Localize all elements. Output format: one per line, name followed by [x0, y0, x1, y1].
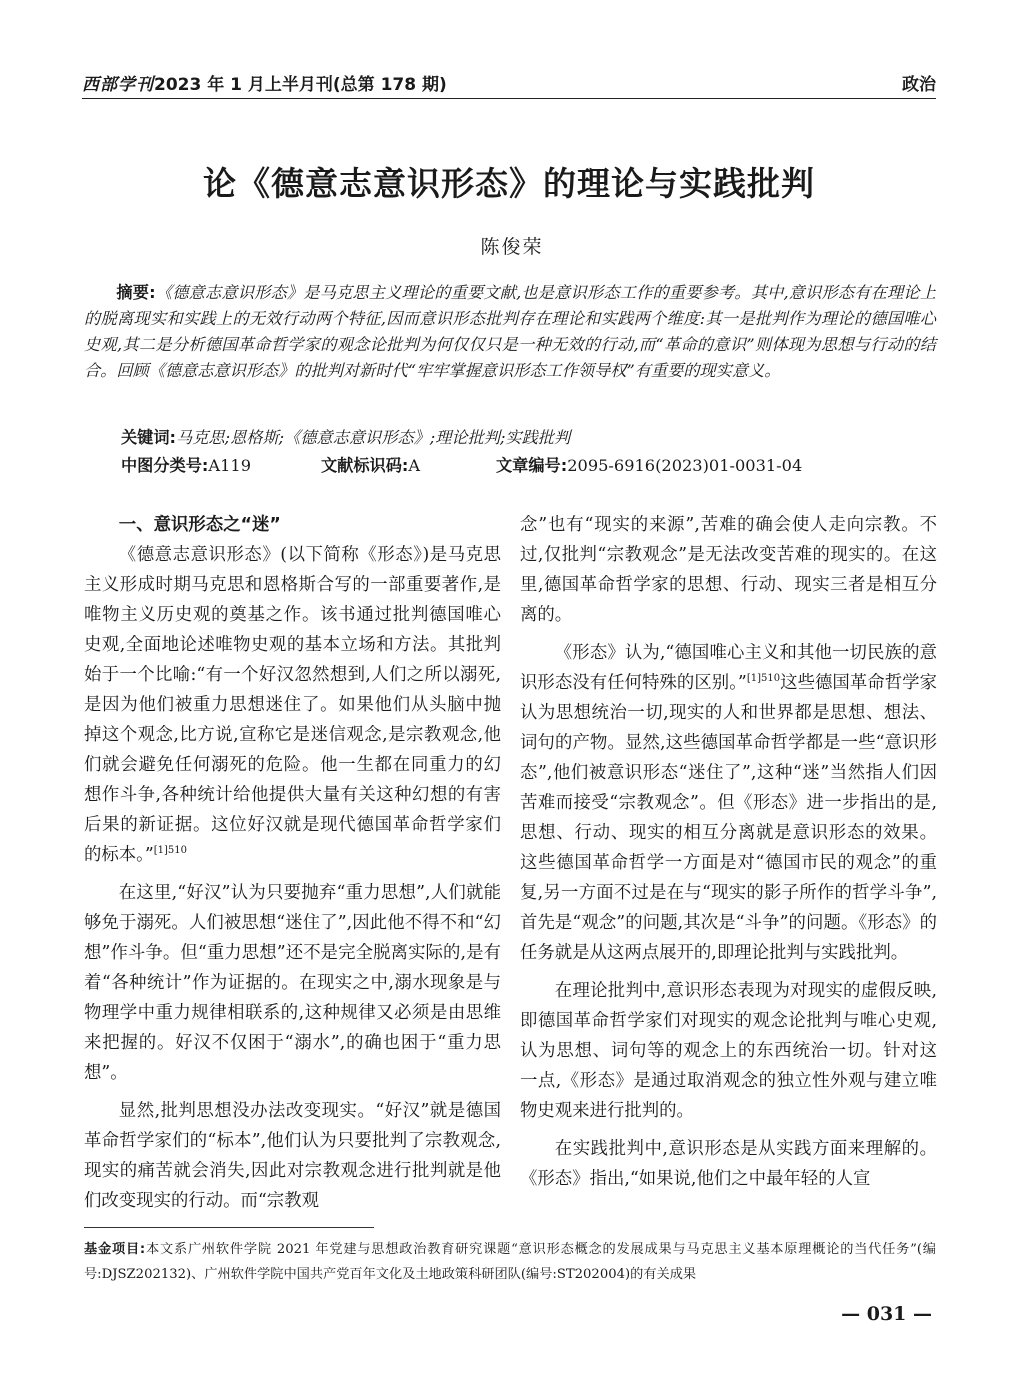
- author-name: 陈俊荣: [480, 236, 544, 258]
- body-paragraph: 显然,批判思想没办法改变现实。“好汉”就是德国革命哲学家们的“标本”,他们认为只要批判了宗教观念,现实的痛苦就会消失,因此对宗教观念进行批判就是他们改变现实的行动。而“宗教观: [84, 1101, 501, 1211]
- citation: [1]510: [153, 845, 188, 857]
- funding-text: 本文系广州软件学院 2021 年党建与思想政治教育研究课题“意识形态概念的发展成果与马克思主义基本原理概论的当代任务”(编号:DJSZ202132)、广州软件学院中国共产党百年文化及土地政策科研团队(编号:ST202004)的有关成果: [84, 1242, 936, 1282]
- body-paragraph: 在这里,“好汉”认为只要抛弃“重力思想”,人们就能够免于溺死。人们被思想“迷住了”,因此他不得不和“幻想”作斗争。但“重力思想”还不是完全脱离实际的,是有着“各种统计”作为证据的。在现实之中,溺水现象是与物理学中重力规律相联系的,这种规律又必须是由思维来把握的。好汉不仅困于“溺水”,的确也困于“重力思想”。: [84, 883, 501, 1083]
- section-name: 政治: [902, 75, 936, 95]
- doc-label: 文献标识码:: [321, 456, 409, 475]
- article-no-value: 2095-6916(2023)01-0031-04: [567, 456, 803, 475]
- issue-info: 2023 年 1 月上半月刊(总第 178 期): [154, 75, 447, 95]
- citation: [1]510: [746, 673, 781, 685]
- body-column-right: [520, 510, 937, 1202]
- keywords-text: 马克思;恩格斯;《德意志意识形态》;理论批判;实践批判: [176, 428, 571, 447]
- body-paragraph: 念”也有“现实的来源”,苦难的确会使人走向宗教。不过,仅批判“宗教观念”是无法改变苦难的现实的。在这里,德国革命哲学家的思想、行动、现实三者是相互分离的。: [520, 515, 937, 625]
- journal-issue: [82, 70, 447, 95]
- article-no-label: 文章编号:: [496, 456, 568, 475]
- section-heading: 一、意识形态之“迷”: [118, 515, 281, 535]
- article-title: 论《德意志意识形态》的理论与实践批判: [203, 164, 815, 203]
- keywords-label: 关键词:: [121, 428, 177, 447]
- body-column-left: [84, 510, 501, 1224]
- funding-label: 基金项目:: [84, 1242, 146, 1257]
- running-header: [82, 68, 936, 96]
- keywords: [121, 425, 570, 451]
- clc-value: A119: [208, 456, 252, 475]
- body-paragraph: 《形态》认为,“德国唯心主义和其他一切民族的意识形态没有任何特殊的区别。”$^{[1]510}$这些德国革命哲学家认为思想统治一切,现实的人和世界都是思想、想法、词句的产物。显然,这些德国革命哲学都是一些“意识形态”,他们被意识形态“迷住了”,这种“迷”当然指人们因苦难而接受“宗教观念”。但《形态》进一步指出的是,思想、行动、现实的相互分离就是意识形态的效果。这些德国革命哲学一方面是对“德国市民的观念”的重复,另一方面不过是在与“现实的影子所作的哲学斗争”,首先是“观念”的问题,其次是“斗争”的问题。《形态》的任务就是从这两点展开的,即理论批判与实践批判。: [520, 643, 937, 963]
- abstract-label: 摘要:: [116, 283, 156, 302]
- abstract: [84, 280, 936, 384]
- body-paragraph: 在理论批判中,意识形态表现为对现实的虚假反映,即德国革命哲学家们对现实的观念论批判与唯心史观,认为思想、词句等的观念上的东西统治一切。针对这一点,《形态》是通过取消观念的独立性外观与建立唯物史观来进行批判的。: [520, 981, 937, 1121]
- body-paragraph: 《德意志意识形态》(以下简称《形态》)是马克思主义形成时期马克思和恩格斯合写的一部重要著作,是唯物主义历史观的奠基之作。该书通过批判德国唯心史观,全面地论述唯物史观的基本立场和方法。其批判始于一个比喻:“有一个好汉忽然想到,人们之所以溺死,是因为他们被重力思想迷住了。如果他们从头脑中抛掉这个观念,比方说,宣称它是迷信观念,是宗教观念,他们就会避免任何溺死的危险。他一生都在同重力的幻想作斗争,各种统计给他提供大量有关这种幻想的有害后果的新证据。这位好汉就是现代德国革命哲学家们的标本。”$^{[1]510}$: [84, 545, 501, 865]
- doc-value: A: [408, 456, 421, 475]
- journal-brand: 西部学刊: [82, 75, 154, 95]
- page-number: — 031 —: [841, 1303, 932, 1325]
- clc-label: 中图分类号:: [121, 456, 209, 475]
- header-rule: [82, 98, 936, 99]
- funding-footnote: [84, 1237, 936, 1287]
- footnote-rule: [84, 1227, 374, 1228]
- abstract-text: 《德意志意识形态》是马克思主义理论的重要文献,也是意识形态工作的重要参考。其中,意识形态有在理论上的脱离现实和实践上的无效行动两个特征,因而意识形态批判存在理论和实践两个维度:其一是批判作为理论的德国唯心史观,其二是分析德国革命哲学家的观念论批判为何仅仅只是一种无效的行动,而“革命的意识”则体现为思想与行动的结合。回顾《德意志意识形态》的批判对新时代“牢牢掌握意识形态工作领导权”有重要的现实意义。: [84, 283, 936, 380]
- body-paragraph: 在实践批判中,意识形态是从实践方面来理解的。《形态》指出,“如果说,他们之中最年轻的人宣: [520, 1139, 937, 1189]
- classification-line: [121, 453, 802, 479]
